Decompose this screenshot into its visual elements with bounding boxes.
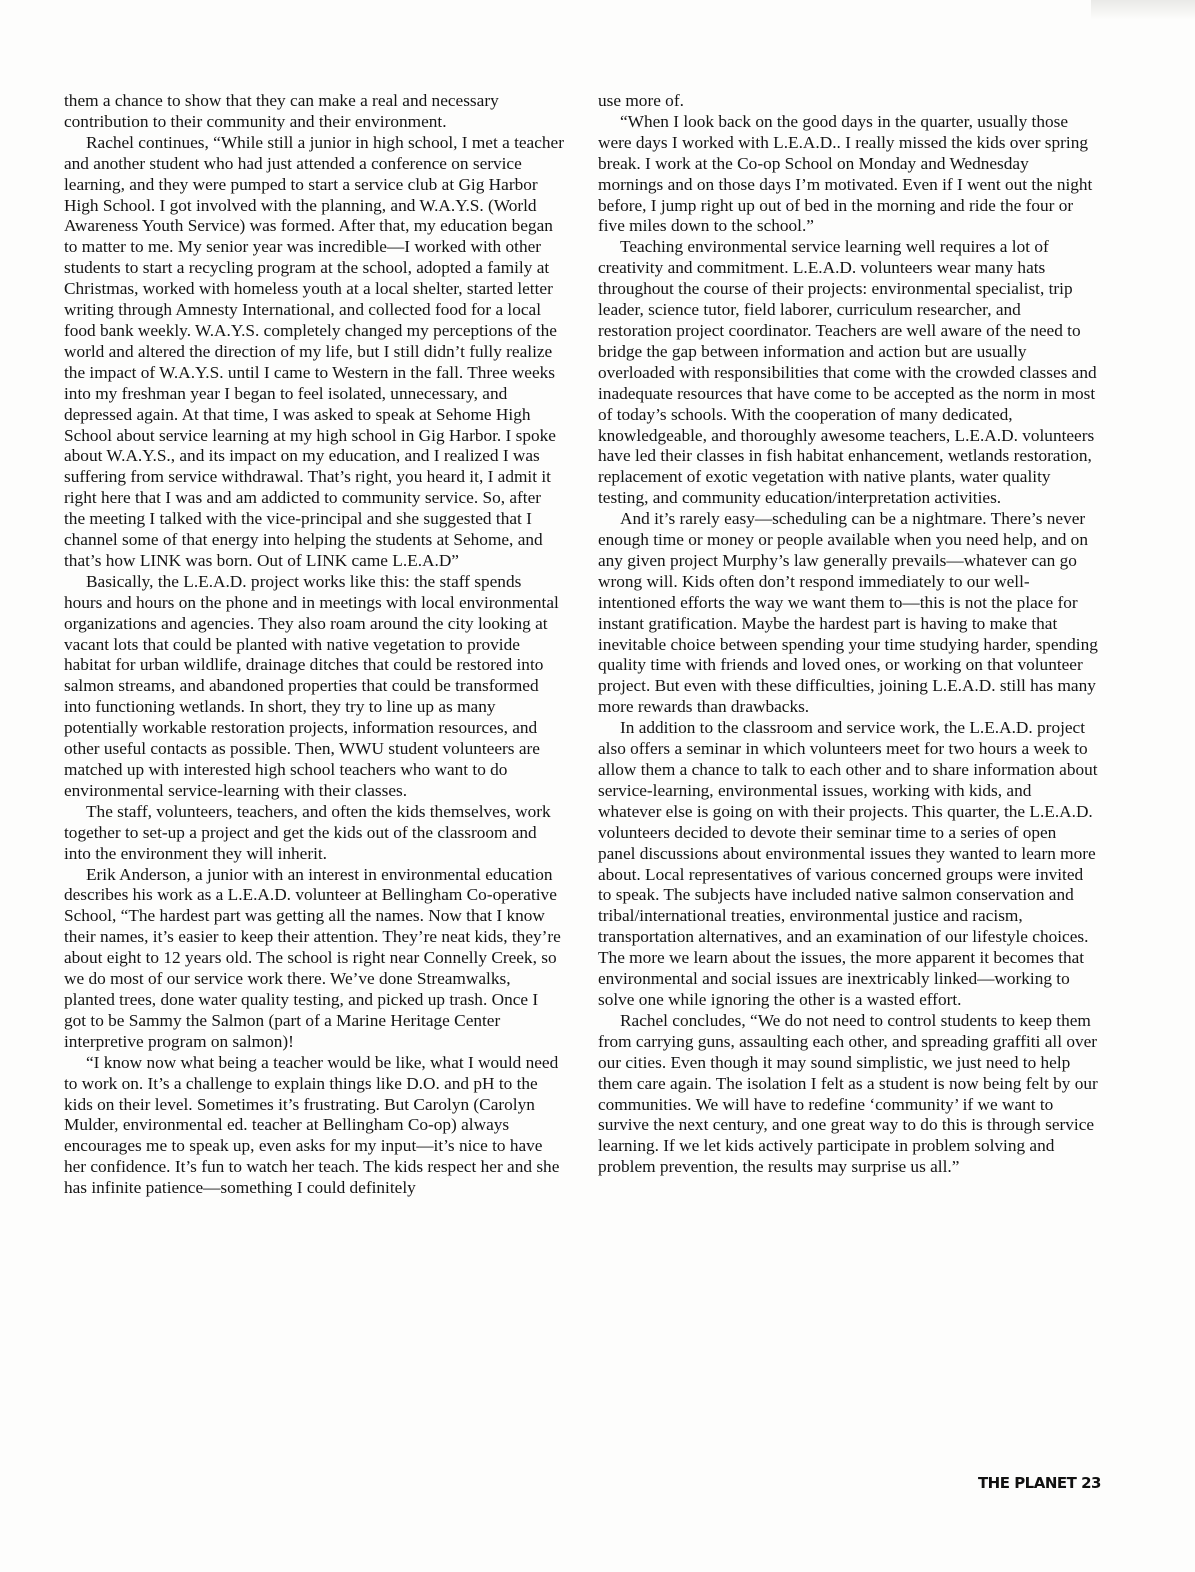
right-column bbox=[598, 91, 1098, 1178]
paragraph: Rachel concludes, “We do not need to control students to keep them from carrying guns, assaulting each other, and spreading graffiti all over our cities. Even though it may sound simplistic, we just need to help them care again. The isolation I felt as a student is now being felt by our communities. We will have to redefine ‘community’ if we want to survive the next century, and one great way to do this is through service learning. If we let kids actively participate in problem solving and problem prevention, the results may surprise us all.” bbox=[598, 1010, 1098, 1177]
paragraph: And it’s rarely easy—scheduling can be a nightmare. There’s never enough time or money or people available when you need help, and on any given project Murphy’s law generally prevails—whatever can go wrong will. Kids often don’t respond immediately to our well-intentioned efforts the way we want them to—this is not the place for instant gratification. Maybe the hardest part is having to make that inevitable choice between spending your time studying harder, spending quality time with friends and loved ones, or working on that volunteer project. But even with these difficulties, joining L.E.A.D. still has many more rewards than drawbacks. bbox=[598, 509, 1098, 717]
paragraph: “When I look back on the good days in the quarter, usually those were days I worked with L.E.A.D.. I really missed the kids over spring break. I work at the Co-op School on Monday and Wednesday mornings and on those days I’m motivated. Even if I went out the night before, I jump right up out of bed in the morning and ride the four or five miles down to the school.” bbox=[598, 111, 1093, 236]
left-column bbox=[64, 91, 564, 1199]
paragraph: use more of. bbox=[598, 91, 684, 110]
paragraph: Erik Anderson, a junior with an interest in environmental education describes his work as a L.E.A.D. volunteer at Bellingham Co-operative School, “The hardest part was getting all the names. Now that I know their names, it’s easier to keep their attention. They’re neat kids, they’re about eight to 12 years old. The school is right near Connelly Creek, so we do most of our service work there. We’ve done Streamwalks, planted trees, done water quality testing, and picked up trash. Once I got to be Sammy the Salmon (part of a Marine Heritage Center interpretive program on salmon)! bbox=[64, 864, 561, 1051]
page-footer bbox=[978, 1474, 1101, 1492]
paragraph: In addition to the classroom and service work, the L.E.A.D. project also offers a seminar in which volunteers meet for two hours a week to allow them a chance to talk to each other and to share information about service-learning, environmental issues, working with kids, and whatever else is going on with their projects. This quarter, the L.E.A.D. volunteers decided to devote their seminar time to a series of open panel discussions about environmental issues they wanted to learn more about. Local representatives of various concerned groups were invited to speak. The subjects have included native salmon conservation and tribal/international treaties, environmental justice and racism, transportation alternatives, and an examination of our lifestyle choices. The more we learn about the issues, the more apparent it becomes that environmental and social issues are inextricably linked—working to solve one while ignoring the other is a wasted effort. bbox=[598, 718, 1098, 1009]
page-number: 23 bbox=[1081, 1474, 1101, 1492]
paragraph: them a chance to show that they can make a real and necessary contribution to their community and their environment. bbox=[64, 91, 499, 131]
paragraph: Teaching environmental service learning well requires a lot of creativity and commitment. L.E.A.D. volunteers wear many hats throughout the course of their projects: environmental specialist, trip leader, science tutor, field laborer, curriculum researcher, and restoration project coordinator. Teachers are well aware of the need to bridge the gap between information and action but are usually overloaded with responsibilities that come with the crowded classes and inadequate resources that have come to be accepted as the norm in most of today’s schools. With the cooperation of many dedicated, knowledgeable, and thoroughly awesome teachers, L.E.A.D. volunteers have led their classes in fish habitat enhancement, wetlands restoration, replacement of exotic vegetation with native plants, water quality testing, and community education/interpretation activities. bbox=[598, 237, 1097, 508]
paragraph: “I know now what being a teacher would be like, what I would need to work on. It’s a challenge to explain things like D.O. and pH to the kids on their level. Sometimes it’s frustrating. But Carolyn (Carolyn Mulder, environmental ed. teacher at Bellingham Co-op) always encourages me to speak up, even asks for my input—it’s nice to have her confidence. It’s fun to watch her teach. The kids respect her and she has infinite patience—something I could definitely bbox=[64, 1052, 560, 1198]
paragraph: Rachel continues, “While still a junior in high school, I met a teacher and another student who had just attended a conference on service learning, and they were pumped to start a service club at Gig Harbor High School. I got involved with the planning, and W.A.Y.S. (World Awareness Youth Service) was formed. After that, my education began to matter to me. My senior year was incredible—I worked with other students to start a recycling program at the school, adopted a family at Christmas, worked with homeless youth at a local shelter, started letter writing through Amnesty International, and collected food for a local food bank weekly. W.A.Y.S. completely changed my perceptions of the world and altered the direction of my life, but I still didn’t fully realize the impact of W.A.Y.S. until I came to Western in the fall. Three weeks into my freshman year I began to feel isolated, unnecessary, and depressed again. At that time, I was asked to speak at Sehome High School about service learning at my high school in Gig Harbor. I spoke about W.A.Y.S., and its impact on my education, and I realized I was suffering from service withdrawal. That’s right, you heard it, I admit it right here that I was and am addicted to community service. So, after the meeting I talked with the vice-principal and she suggested that I channel some of that energy into helping the students at Sehome, and that’s how LINK was born. Out of LINK came L.E.A.D” bbox=[64, 132, 564, 570]
paragraph: Basically, the L.E.A.D. project works like this: the staff spends hours and hours on the phone and in meetings with local environmental organizations and agencies. They also roam around the city looking at vacant lots that could be planted with native vegetation to provide habitat for urban wildlife, drainage ditches that could be restored into salmon streams, and abandoned properties that could be transformed into functioning wetlands. In short, they try to line up as many potentially workable restoration projects, information resources, and other useful contacts as possible. Then, WWU student volunteers are matched up with interested high school teachers who want to do environmental service-learning with their classes. bbox=[64, 571, 559, 800]
page-edge-shadow bbox=[1091, 0, 1195, 20]
publication-name: THE PLANET bbox=[977, 1474, 1077, 1492]
paragraph: The staff, volunteers, teachers, and often the kids themselves, work together to set-up a project and get the kids out of the classroom and into the environment they will inherit. bbox=[64, 801, 551, 863]
